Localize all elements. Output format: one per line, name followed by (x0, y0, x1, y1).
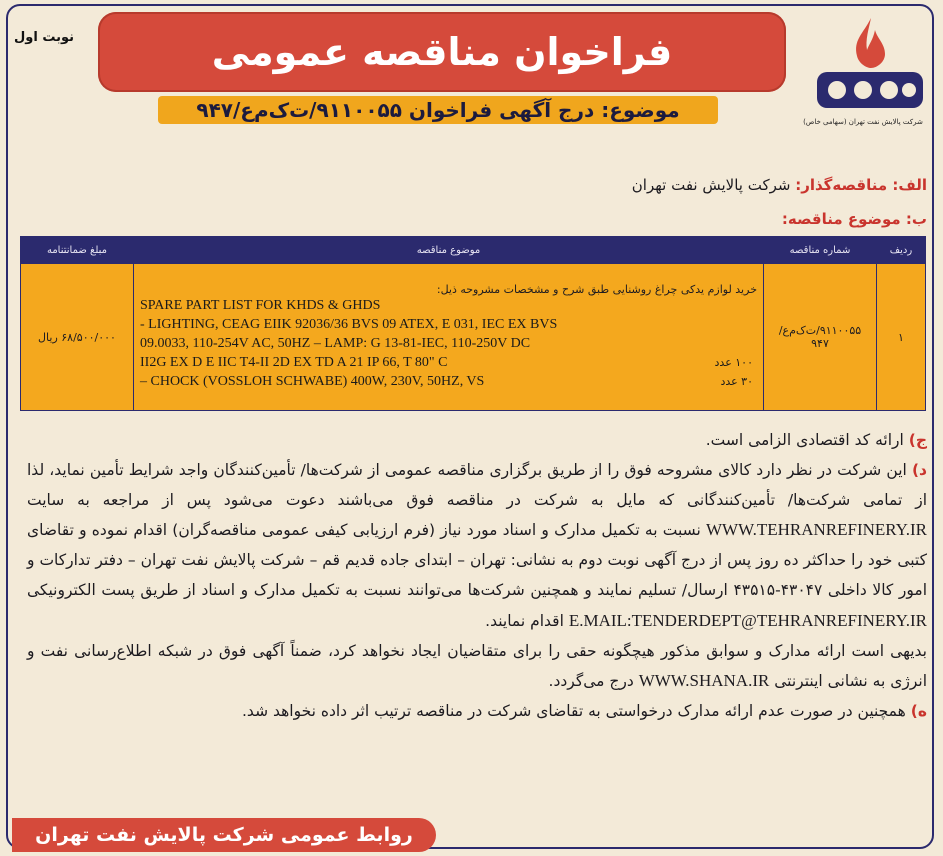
header-subject: موضوع مناقصه (134, 237, 764, 264)
table-row (21, 264, 926, 411)
footer-banner (12, 818, 436, 852)
paragraph-note (27, 637, 927, 698)
tenderer-line (632, 176, 927, 194)
tender-subject-label: ب: موضوع مناقصه: (781, 210, 927, 228)
round-label: نوبت اول (14, 30, 75, 45)
cell-description (134, 264, 764, 411)
quantity-2: ۳۰ عدد (720, 375, 753, 388)
paragraph-jim (27, 426, 927, 456)
title-banner (98, 12, 786, 92)
website-link[interactable]: WWW.TEHRANREFINERY.IR (706, 520, 927, 540)
description-persian: خرید لوازم یدکی چراغ روشنایی طبق شرح و مشخصات مشروحه ذیل: (436, 283, 757, 296)
dal-text-1: این شرکت در نظر دارد کالای مشروحه فوق را از طریق برگزاری مناقصه عمومی از شرکت‌ها/ تأمین‌کنندگان واجد شرایط تأمین نماید، لذا از تمامی شرکت‌ها/ تأمین‌کنندگانی که مایل به شرکت در مناقصه فوق می‌باشند دعوت می‌شود پس از مراجعه به سایت (27, 460, 927, 509)
spec-line: II2G EX D E IIC T4-II 2D EX TD A 21 IP 66, T 80" C (140, 355, 448, 370)
tender-table (20, 236, 926, 411)
jim-text: ارائه کد اقتصادی الزامی است. (705, 431, 904, 449)
he-text: همچنین در صورت عدم ارائه مدارک درخواستی به تقاضای شرکت در مناقصه ترتیب اثر داده نخواهد شد. (242, 702, 906, 721)
spec-line: 09.0033, 110-254V AC, 50HZ – LAMP: G 13-81-IEC, 110-250V DC (140, 336, 531, 351)
header-radif: ردیف (877, 237, 926, 264)
flame-logo-icon (805, 10, 935, 115)
jim-label: ج) (908, 431, 927, 449)
header-amount: مبلغ ضمانتنامه (21, 237, 134, 264)
quantity-1: ۱۰۰ عدد (714, 356, 753, 369)
subject-bar (158, 96, 718, 124)
cell-number: ۹۱۱۰۰۵۵/ت‌ک‌م‌ع/۹۴۷ (764, 264, 877, 411)
spec-line: - LIGHTING, CEAG EIIK 92036/36 BVS 09 ATEX, E 031, IEC EX BVS (140, 317, 558, 332)
email-link[interactable]: E.MAIL:TENDERDEPT@TEHRANREFINERY.IR (568, 610, 927, 630)
note-text-1: بدیهی است ارائه مدارک و سوابق مذکور هیچگونه حقی را برای متقاضیان ایجاد نخواهد کرد، ضمناً آگهی فوق در شبکه اطلاع‌رسانی نفت و انرژی به نشانی اینترنتی (27, 641, 927, 691)
paragraph-dal (27, 456, 927, 637)
tenderer-value: شرکت پالایش نفت تهران (631, 176, 791, 194)
footer-text: روابط عمومی شرکت پالایش نفت تهران (35, 824, 413, 846)
paragraph-he (27, 697, 927, 727)
dal-text-3: اقدام نمایند. (485, 611, 564, 630)
dal-text-2: نسبت به تکمیل مدارک و اسناد مورد نیاز (فرم ارزیابی کیفی عمومی مناقصه‌گران) اقدام نموده و تقاضای کتبی خود را حداکثر ده روز پس از درج آگهی نوبت دوم به نشانی: تهران – ابتدای جاده قدیم قم – شرکت پالایش نفت تهران – دفتر تدارکات و امور کالا داخلی ۴۳۰۴۷-۴۳۵۱۵ ارسال/ تسلیم نمایند و همچنین شرکت‌ها می‌توانند نسبت به تکمیل مدارک و اسناد از طریق پست الکترونیکی (27, 521, 927, 599)
subject-text: موضوع: درج آگهی فراخوان ۹۱۱۰۰۵۵/ت‌ک‌م‌ع/۹۴۷ (196, 98, 680, 122)
he-label: ه) (910, 702, 927, 721)
logo-caption: شرکت پالایش نفت تهران (سهامی خاص) (803, 118, 923, 126)
cell-radif: ۱ (877, 264, 926, 411)
spec-line: SPARE PART LIST FOR KHDS & GHDS (140, 298, 381, 313)
description-english (140, 296, 757, 391)
tenderer-label: الف: مناقصه‌گذار: (795, 176, 927, 194)
body-text (27, 426, 927, 727)
dal-label: د) (911, 460, 927, 479)
spec-line: – CHOCK (VOSSLOH SCHWABE) 400W, 230V, 50HZ, VS (140, 374, 485, 389)
note-text-2: درج می‌گردد. (548, 672, 634, 691)
cell-amount: ۶۸/۵۰۰/۰۰۰ ریال (21, 264, 134, 411)
page-title: فراخوان مناقصه عمومی (211, 30, 673, 74)
company-logo (805, 10, 935, 130)
tender-subject-line (782, 210, 927, 228)
header-number: شماره مناقصه (764, 237, 877, 264)
shana-link[interactable]: WWW.SHANA.IR (638, 671, 770, 691)
